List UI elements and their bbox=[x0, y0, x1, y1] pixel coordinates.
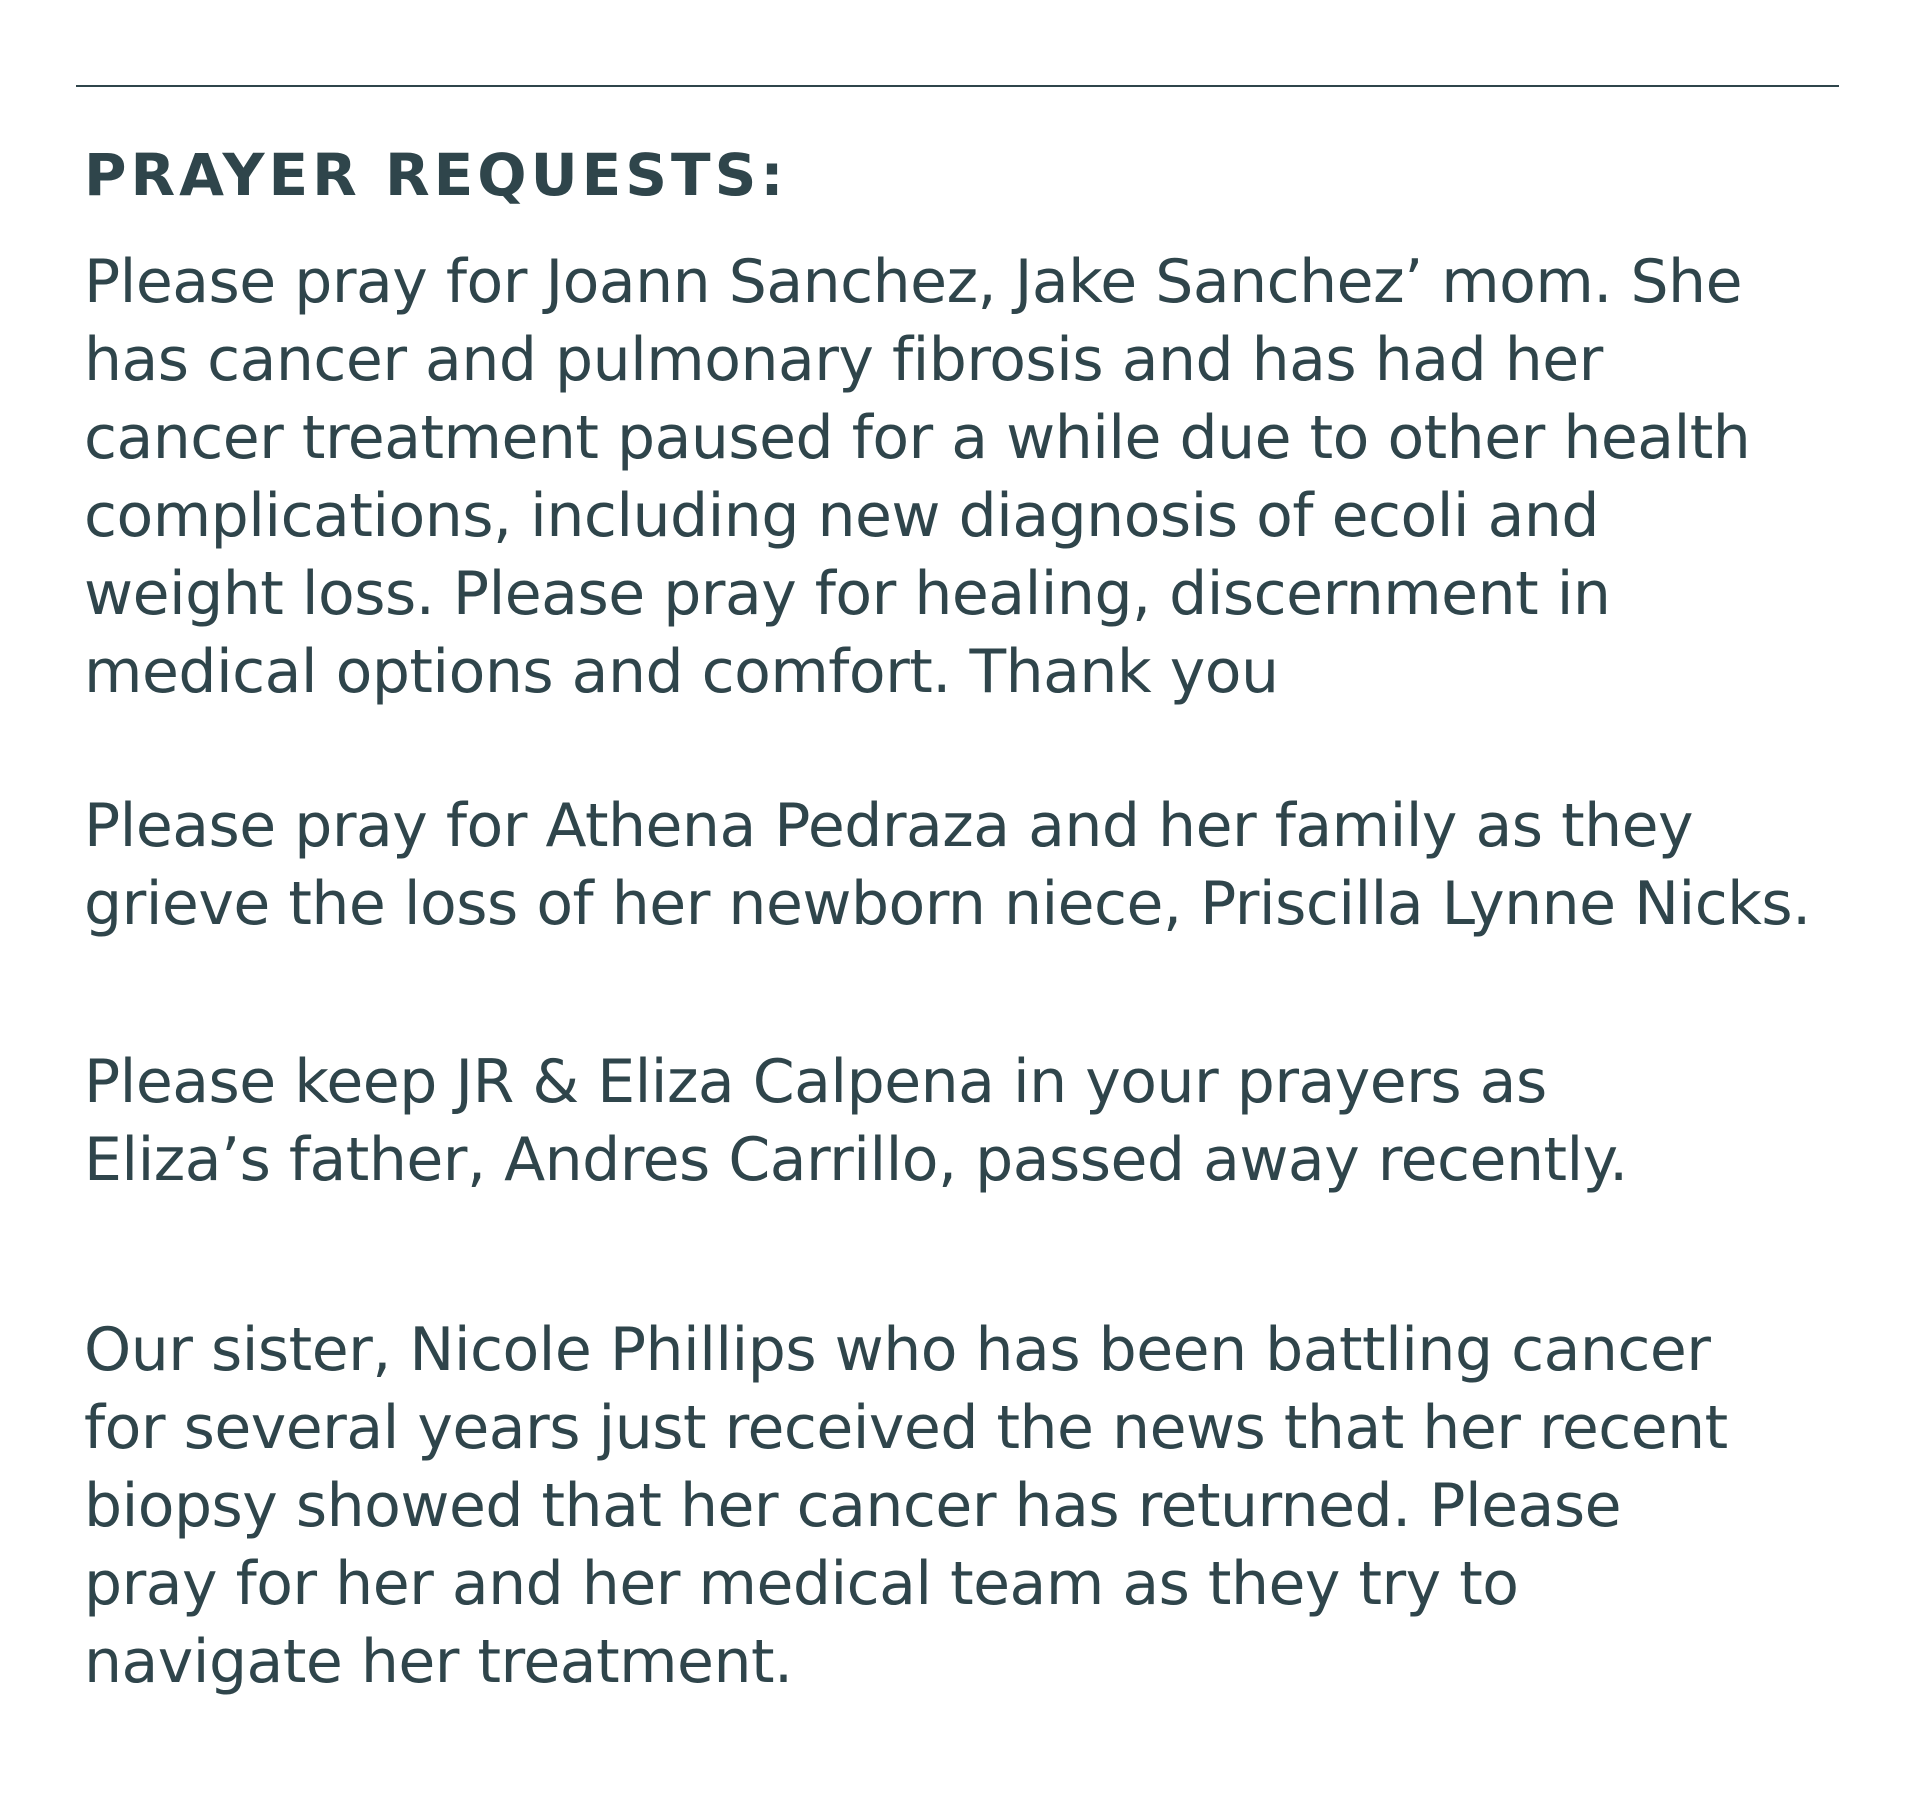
request-line: Please keep JR & Eliza Calpena in your prayers as bbox=[84, 1047, 1547, 1117]
request-line: medical options and comfort. Thank you bbox=[84, 637, 1279, 707]
request-line: for several years just received the news that her recent bbox=[84, 1393, 1728, 1463]
request-line: Eliza’s father, Andres Carrillo, passed away recently. bbox=[84, 1125, 1628, 1195]
request-line: Our sister, Nicole Phillips who has been battling cancer bbox=[84, 1315, 1711, 1385]
prayer-requests-heading: PRAYER REQUESTS: bbox=[84, 141, 788, 209]
request-line: pray for her and her medical team as they try to bbox=[84, 1549, 1519, 1619]
top-divider bbox=[76, 85, 1839, 87]
request-line: complications, including new diagnosis of ecoli and bbox=[84, 481, 1599, 551]
request-line: has cancer and pulmonary fibrosis and has had her bbox=[84, 325, 1603, 395]
request-line: Please pray for Joann Sanchez, Jake Sanchez’ mom. She bbox=[84, 247, 1742, 317]
request-line: biopsy showed that her cancer has returned. Please bbox=[84, 1471, 1621, 1541]
request-line: Please pray for Athena Pedraza and her family as they bbox=[84, 791, 1694, 861]
request-line: grieve the loss of her newborn niece, Priscilla Lynne Nicks. bbox=[84, 869, 1811, 939]
request-line: weight loss. Please pray for healing, discernment in bbox=[84, 559, 1611, 629]
request-line: cancer treatment paused for a while due to other health bbox=[84, 403, 1751, 473]
request-line: navigate her treatment. bbox=[84, 1627, 793, 1697]
